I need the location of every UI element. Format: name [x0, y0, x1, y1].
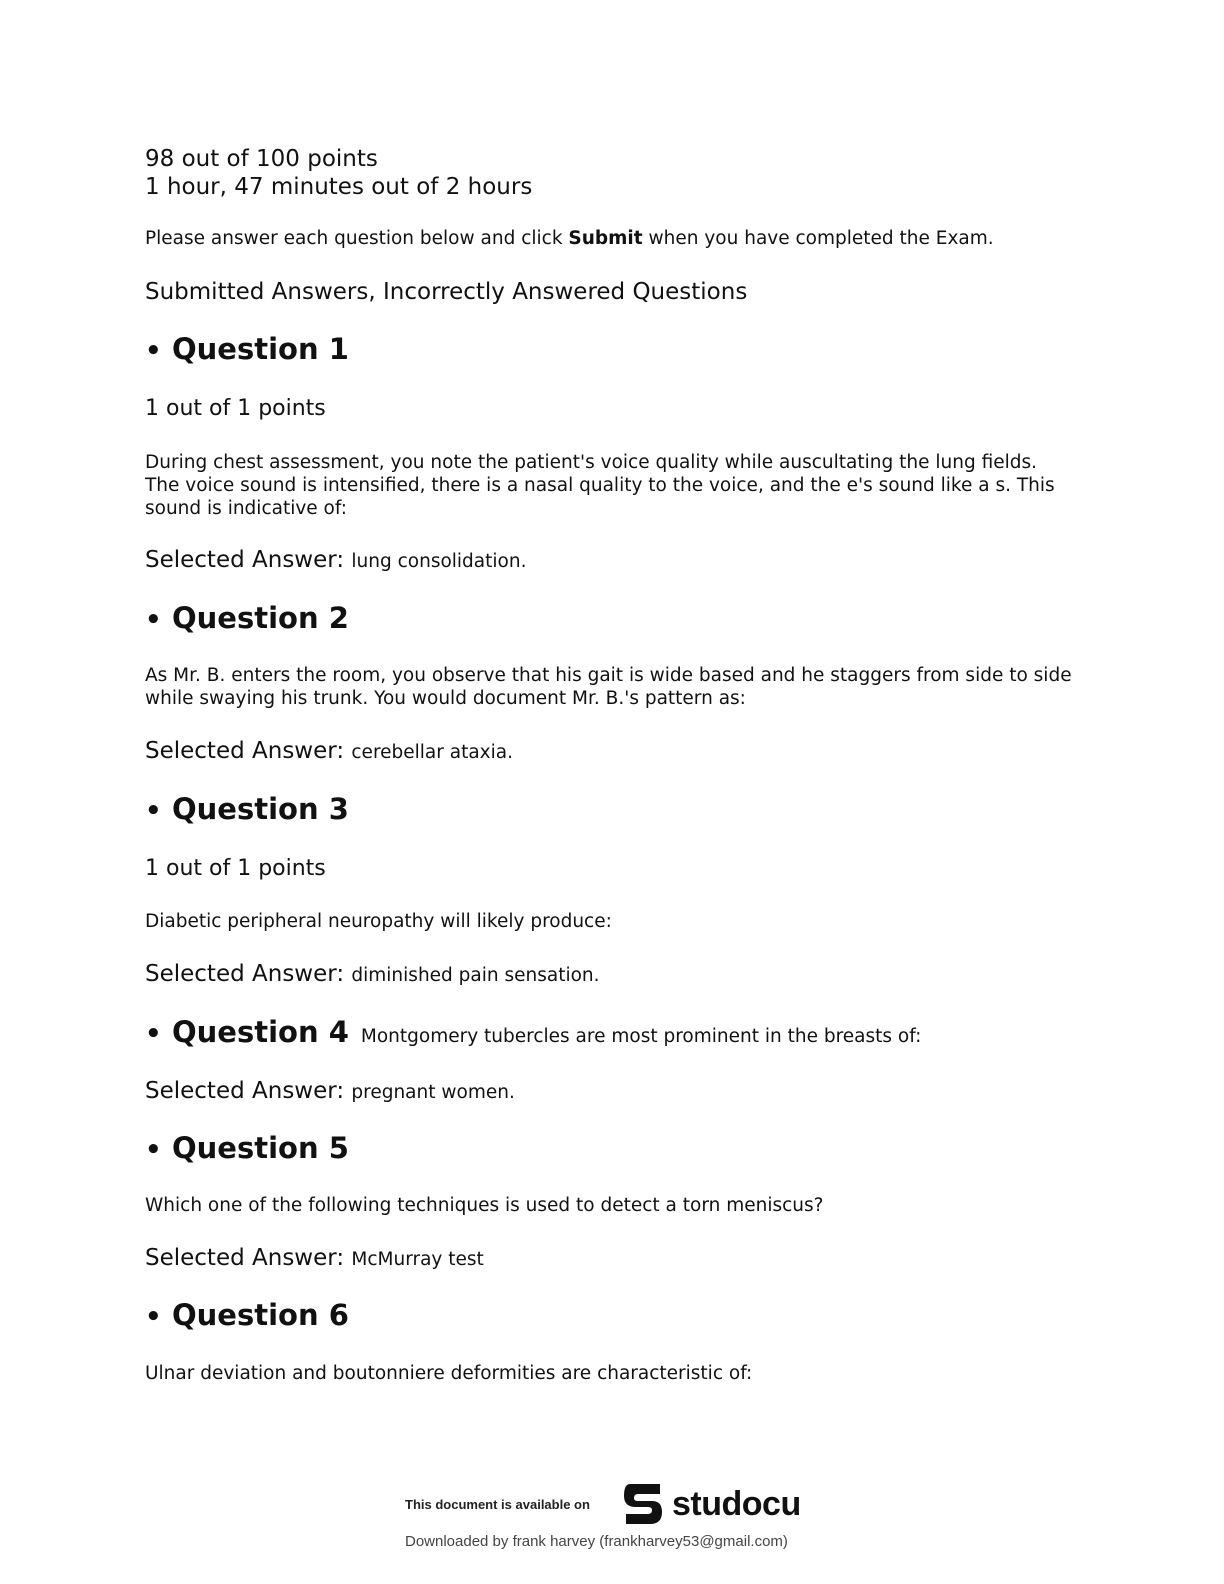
- question-text: As Mr. B. enters the room, you observe that his gait is wide based and he staggers from side to side while swaying his trunk. You would document Mr. B.'s pattern as:: [145, 665, 1072, 709]
- question-title: Question 5: [172, 1131, 349, 1165]
- question-title: Question 1: [172, 332, 349, 366]
- selected-answer: [145, 961, 600, 987]
- selected-answer-value: McMurray test: [351, 1249, 484, 1270]
- question-title: Question 3: [172, 792, 349, 826]
- question-points: 1 out of 1 points: [145, 396, 326, 421]
- bullet-icon: •: [145, 336, 162, 366]
- selected-answer-label: Selected Answer:: [145, 547, 345, 573]
- question-points: 1 out of 1 points: [145, 856, 326, 881]
- question-text: Montgomery tubercles are most prominent in the breasts of:: [360, 1026, 922, 1047]
- question-text: Which one of the following techniques is used to detect a torn meniscus?: [145, 1195, 824, 1216]
- section-title: Submitted Answers, Incorrectly Answered Questions: [145, 279, 748, 305]
- question-text: During chest assessment, you note the patient's voice quality while auscultating the lung fields. The voice sound is intensified, there is a nasal quality to the voice, and the e's sound like a s. This sound is indicative of:: [145, 452, 1055, 519]
- selected-answer-value: cerebellar ataxia.: [351, 742, 513, 763]
- question-title: Question 2: [172, 601, 349, 635]
- question-title: Question 4: [172, 1015, 349, 1049]
- studocu-logo-icon: [620, 1482, 666, 1526]
- bullet-icon: •: [145, 1302, 162, 1332]
- selected-answer: [145, 738, 513, 764]
- question-heading: [145, 792, 349, 826]
- selected-answer-label: Selected Answer:: [145, 1245, 345, 1271]
- selected-answer-value: diminished pain sensation.: [351, 965, 600, 986]
- studocu-brand: studocu: [672, 1484, 801, 1523]
- selected-answer: [145, 1245, 484, 1271]
- question-heading: [145, 1015, 921, 1049]
- submit-keyword: Submit: [568, 228, 643, 249]
- score-summary: [145, 145, 532, 201]
- footer-available-text: This document is available on: [405, 1497, 590, 1512]
- score-text: 98 out of 100 points: [145, 146, 378, 172]
- selected-answer: [145, 547, 526, 573]
- studocu-logo[interactable]: [620, 1482, 801, 1526]
- time-text: 1 hour, 47 minutes out of 2 hours: [145, 174, 533, 200]
- question-heading: [145, 1298, 349, 1332]
- question-heading: [145, 332, 349, 366]
- selected-answer-label: Selected Answer:: [145, 961, 345, 987]
- selected-answer-value: lung consolidation.: [351, 551, 527, 572]
- selected-answer: [145, 1078, 515, 1104]
- footer-downloaded-by: Downloaded by frank harvey (frankharvey53@gmail.com): [405, 1533, 788, 1550]
- bullet-icon: •: [145, 605, 162, 635]
- bullet-icon: •: [145, 1135, 162, 1165]
- instructions: Please answer each question below and click Submit when you have completed the Exam.: [145, 228, 994, 249]
- question-title: Question 6: [172, 1298, 349, 1332]
- question-text: Ulnar deviation and boutonniere deformities are characteristic of:: [145, 1363, 753, 1384]
- question-text: Diabetic peripheral neuropathy will likely produce:: [145, 911, 612, 932]
- selected-answer-value: pregnant women.: [351, 1082, 515, 1103]
- selected-answer-label: Selected Answer:: [145, 1078, 345, 1104]
- question-heading: [145, 601, 349, 635]
- question-heading: [145, 1131, 349, 1165]
- bullet-icon: •: [145, 796, 162, 826]
- selected-answer-label: Selected Answer:: [145, 738, 345, 764]
- bullet-icon: •: [145, 1019, 162, 1049]
